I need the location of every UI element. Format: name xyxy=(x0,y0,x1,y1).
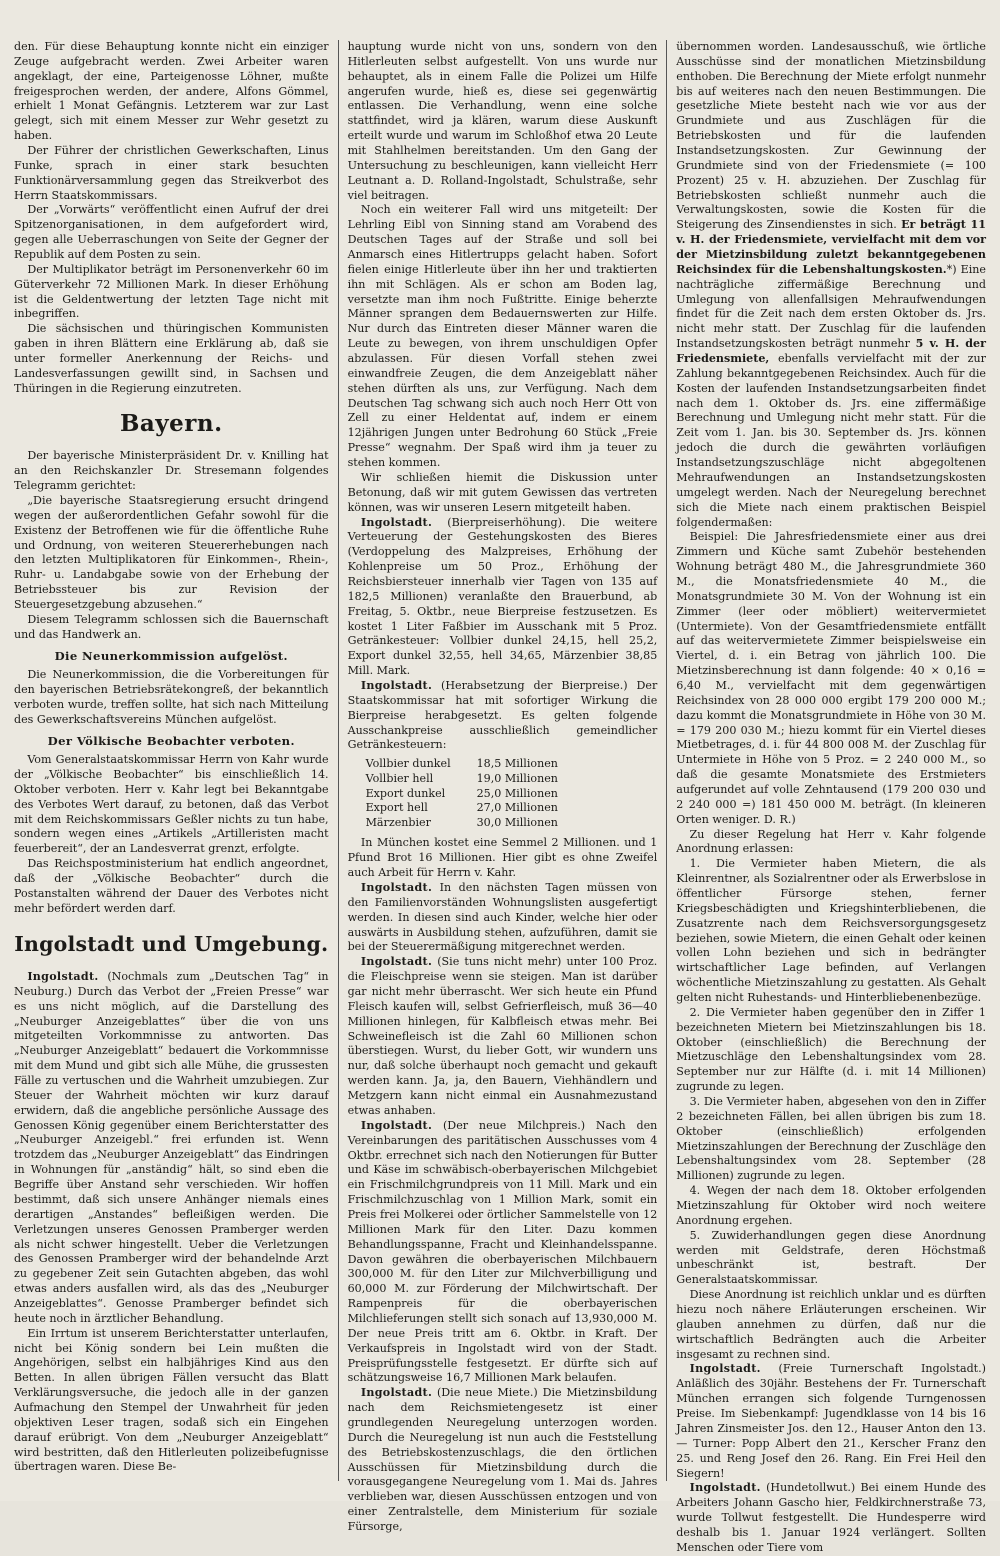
dateline: Ingolstadt. xyxy=(27,970,99,984)
paragraph xyxy=(676,1481,986,1555)
paragraph: „Die bayerische Staatsregierung ersucht dringend wegen der außerordentlichen Gefahr sowohl für die Existenz der Betroffenen wie für die öffentliche Ruhe und Ordnung, von weiteren Steuererhebungen nach den letzten Multiplikatoren für Einkommen-, Rhein-, Ruhr- u. Landabgabe sowie von der Erhebung der Betriebssteuer bis zur Revision der Steuergesetzgebung abzusehen.“ xyxy=(14,494,329,612)
paragraph: Die sächsischen und thüringischen Kommunisten gaben in ihren Blättern eine Erklärung ab, daß sie unter formeller Anerkennung der Reichs- und Landesverfassungen gewillt sind, in Sachsen und Thüringen in die Regierung einzutreten. xyxy=(14,322,329,395)
paragraph xyxy=(348,516,658,679)
paragraph-text: (Sie tuns nicht mehr) unter 100 Proz. die Fleischpreise wenn sie steigen. Man ist darüber gar nicht mehr überrascht. Wer sich heute ein Pfund Fleisch kaufen will, selbst Gefrierfleisch, muß 36—40 Millionen hinlegen, für Kalbfleisch etwas mehr. Bei Schweinefleisch ist die Zahl 60 Millionen schon überstiegen. Wurst, du lieber Gott, wir wundern uns nur, daß solche überhaupt noch gemacht und gekauft werden kann. Ja, ja, den Bauern, Viehhändlern und Metzgern kann nicht einmal ein Ausnahmezustand etwas anhaben. xyxy=(347,955,658,1117)
subheading: Der Völkische Beobachter verboten. xyxy=(47,733,295,748)
table-row xyxy=(366,757,558,772)
emphasis-text: Er beträgt 11 v. H. der Friedensmiete, vervielfacht mit dem vor der Mietzinsbildung zuletzt bekanntgegebenen Reichsindex für die Lebenshaltungskosten. xyxy=(676,218,986,276)
price-item: Vollbier hell xyxy=(365,771,434,785)
paragraph-text: übernommen worden. Landesausschuß, wie örtliche Ausschüsse sind der monatlichen Mietzinsbildung enthoben. Die Berechnung der Miete erfolgt nunmehr bis auf weiteres nach den neuen Bestimmungen. Die gesetzliche Miete besteht nach wie vor aus der Grundmiete und aus Zuschlägen für die Betriebskosten und für die laufenden Instandsetzungskosten. Zur Gewinnung der Grundmiete sind von der Friedensmiete (= 100 Prozent) 25 v. H. abzuziehen. Der Zuschlag für Betriebskosten schließt nunmehr auch die Verwaltungskosten, sowie die Kosten für die Steigerung des Zinsendienstes in sich. xyxy=(676,40,986,232)
column-1 xyxy=(14,40,338,1481)
paragraph xyxy=(348,1119,658,1386)
dateline: Ingolstadt. xyxy=(360,678,433,692)
paragraph xyxy=(14,970,329,1327)
column-layout xyxy=(14,40,986,1554)
price-item: Märzenbier xyxy=(365,815,431,829)
price-value: 19,0 Millionen xyxy=(476,771,558,785)
price-item: Export dunkel xyxy=(365,786,446,800)
paragraph-text: In den nächsten Tagen müssen von den Familienvorständen Wohnungslisten ausgefertigt werden. In diesen sind auch Kinder, welche hier oder auswärts in Ausbildung stehen, aufzuführen, damit sie bei der Steuerermäßigung mitgerechnet werden. xyxy=(347,881,658,954)
dateline: Ingolstadt. xyxy=(360,955,433,969)
section-heading-ingolstadt: Ingolstadt und Umgebung. xyxy=(14,931,329,956)
paragraph: den. Für diese Behauptung konnte nicht ein einziger Zeuge aufgebracht werden. Zwei Arbeiter waren angeklagt, der eine, Parteigenosse Löhner, mußte freigesprochen werden, der andere, Alfons Gömmel, erhielt 1 Monat Gefängnis. Letzterem war zur Last gelegt, sich mit einem Messer zur Wehr gesetzt zu haben. xyxy=(14,40,329,143)
paragraph-text: *) Eine nachträgliche ziffermäßige Berechnung und Umlegung von allenfallsigen Mehraufwendungen findet für die Zeit nach dem ersten Oktober ds. Jrs. nicht mehr statt. Der Zuschlag für die laufenden Instandsetzungskosten beträgt nunmehr xyxy=(676,262,986,351)
paragraph-text: (Nochmals zum „Deutschen Tag“ in Neuburg.) Durch das Verbot der „Freien Presse“ war es uns nicht möglich, auf die Darstellung des „Neuburger Anzeigeblattes“ über die von uns mitgeteilten Vorkommnisse zu antworten. Das „Neuburger Anzeigeblatt“ bedauert die Vorkommnisse mit dem Mund und gibt sich alle Mühe, die grussesten Fälle zu vertuschen und die Wahrheit umzubiegen. Zur Steuer der Wahrheit möchten wir kurz darauf erwidern, daß die angebliche persönliche Aussage des Genossen König gegenüber einem Berichterstatter des „Neuburger Anzeigebl.“ frei erfunden ist. Wenn trotzdem das „Neuburger Anzeigeblatt“ das Eindringen in Wohnungen für „anständig“ hält, so sind eben die Begriffe über Anstand sehr verschieden. Wir hoffen bestimmt, daß sich unsere Anhänger niemals eines derartigen „Anstandes“ befleißigen werden. Die Verletzungen unseres Genossen Pramberger werden als nicht schwer hingestellt. Ueber die Verletzungen des Genossen Pramberger wird der behandelnde Arzt zu gegebener Zeit sein Gutachten abgeben, das wohl etwas anders ausfallen wird, als das des „Neuburger Anzeigeblattes“. Genosse Pramberger befindet sich heute noch in ärztlicher Behandlung. xyxy=(14,970,329,1325)
paragraph xyxy=(348,881,658,955)
table-row xyxy=(366,801,558,816)
dateline: Ingolstadt. xyxy=(689,1481,761,1495)
dateline: Ingolstadt. xyxy=(689,1362,761,1376)
table-row xyxy=(366,772,558,787)
paragraph: Der Multiplikator beträgt im Personenverkehr 60 im Güterverkehr 72 Millionen Mark. In dieser Erhöhung ist die Geldentwertung der letzten Tage nicht mit inbegriffen. xyxy=(14,262,329,321)
subheading: Die Neunerkommission aufgelöst. xyxy=(54,648,288,663)
paragraph: Zu dieser Regelung hat Herr v. Kahr folgende Anordnung erlassen: xyxy=(676,827,986,856)
paragraph xyxy=(348,679,658,753)
paragraph: 1. Die Vermieter haben Mietern, die als Kleinrentner, als Sozialrentner oder als Erwerbslose in öffentlicher Fürsorge stehen, ferner Kriegsbeschädigten und Kriegshinterbliebenen, die Zusatzrente nach dem Reichsversorgungsgesetz beziehen, sowie Mietern, die einen Gehalt oder keinen vollen Lohn beziehen und sich in bedrängter wirtschaftlicher Lage befinden, auf Verlangen wöchentliche Mietzinszahlung zu gestatten. Als Gehalt gelten nicht Ruhestands- und Hinterbliebenenbezüge. xyxy=(676,857,986,1004)
paragraph xyxy=(348,955,658,1118)
paragraph: Vom Generalstaatskommissar Herrn von Kahr wurde der „Völkische Beobachter“ bis einschließlich 14. Oktober verboten. Herr v. Kahr legt bei Bekanntgabe des Verbotes Wert darauf, zu betonen, daß das Verbot mit dem Reichskommissars Geßler nichts zu tun habe, sondern wegen eines „Artikels „Artilleristen macht feuerbereit“, der an Landesverrat grenzt, erfolgte. xyxy=(14,753,329,856)
table-row xyxy=(366,787,558,802)
paragraph: Der Führer der christlichen Gewerkschaften, Linus Funke, sprach in einer stark besuchten Funktionärversammlung gegen das Streikverbot des Herrn Staatskommissars. xyxy=(14,144,329,202)
paragraph: Das Reichspostministerium hat endlich angeordnet, daß der „Völkische Beobachter“ durch die Postanstalten während der Dauer des Verbotes nicht mehr befördert werden darf. xyxy=(14,857,329,915)
section-heading-bayern: Bayern. xyxy=(119,409,223,437)
price-value: 27,0 Millionen xyxy=(476,801,558,815)
paragraph: 3. Die Vermieter haben, abgesehen von den in Ziffer 2 bezeichneten Fällen, bei allen übrigen bis zum 18. Oktober (einschließlich) erfolgenden Mietzinszahlungen der Berechnung der Zuschläge den Lebenshaltungsindex vom 28. September (28 Millionen) zugrunde zu legen. xyxy=(676,1095,986,1183)
dateline: Ingolstadt. xyxy=(360,881,433,895)
dateline: Ingolstadt. xyxy=(360,1118,433,1132)
paragraph-text: (Bierpreiserhöhung). Die weitere Verteuerung der Gestehungskosten des Bieres (Verdoppelung des Malzpreises, Erhöhung der Kohlenpreise um 50 Proz., Erhöhung der Reichsbiersteuer innerhalb vier Tagen von 135 auf 182,5 Millionen) veranlaßte den Brauerbund, ab Freitag, 5. Oktbr., neue Bierpreise festzusetzen. Es kostet 1 Liter Faßbier im Ausschank mit 5 Proz. Getränkesteuer: Vollbier dunkel 24,15, hell 25,2, Export dunkel 32,55, hell 34,65, Märzenbier 38,85 Mill. Mark. xyxy=(347,515,658,678)
paragraph-text: (Hundetollwut.) Bei einem Hunde des Arbeiters Johann Gascho hier, Feldkirchnerstraße 73, wurde Tollwut festgestellt. Die Hundesperre wird deshalb bis 1. Januar 1924 verlängert. Sollten Menschen oder Tiere vom xyxy=(676,1481,986,1554)
paragraph-text: (Freie Turnerschaft Ingolstadt.) Anläßlich des 30jähr. Bestehens der Fr. Turnerschaft München errangen sich folgende Turngenossen Preise. Im Siebenkampf: Jugendklasse von 14 bis 16 Jahren Zinsmeister Jos. den 12., Hauser Anton den 13. — Turner: Popp Albert den 21., Kerscher Franz den 25. und Reng Josef den 26. Rang. Ein Frei Heil den Siegern! xyxy=(676,1362,986,1480)
paragraph: Diesem Telegramm schlossen sich die Bauernschaft und das Handwerk an. xyxy=(14,612,329,641)
paragraph: Ein Irrtum ist unserem Berichterstatter unterlaufen, nicht bei König sondern bei Lein mußten die Angehörigen, selbst ein halbjähriges Kind aus den Betten. In allen übrigen Fällen versucht das Blatt Verklärungsversuche, die jedoch alle in der ganzen Aufmachung den Stempel der Unwahrheit für jeden objektiven Leser tragen, sodaß sich ein Eingehen darauf erübrigt. Von dem „Neuburger Anzeigeblatt“ wird bestritten, daß den Hitlerleuten polizeibefugnisse übertragen waren. Diese Be- xyxy=(14,1326,329,1474)
paragraph-text: (Herabsetzung der Bierpreise.) Der Staatskommissar hat mit sofortiger Wirkung die Bierpreise herabgesetzt. Es gelten folgende Ausschankpreise ausschließlich gemeindlicher Getränkesteuern: xyxy=(347,678,658,752)
beer-price-table xyxy=(366,757,558,830)
dateline: Ingolstadt. xyxy=(360,515,433,529)
paragraph: Noch ein weiterer Fall wird uns mitgeteilt: Der Lehrling Eibl von Sinning stand am Vorabend des Deutschen Tages auf der Straße und soll bei Anmarsch eines Hitlertrupps gelacht haben. Sofort fielen einige Hitlerleute über ihn her und traktierten ihn mit Schlägen. Als er schon am Boden lag, versetzte man ihm noch Fußtritte. Einige beherzte Männer sprangen dem Bedauernswerten zur Hilfe. Nur durch das Eintreten dieser Männer waren die Leute zu bewegen, von ihrem unschuldigen Opfer abzulassen. Für diesen Vorfall stehen zwei einwandfreie Zeugen, die dem Anzeigeblatt näher stehen dürften als uns, zur Verfügung. Nach dem Deutschen Tag schwang sich auch noch Herr Ott von Zell zu einer Heldentat auf, indem er einem 12jährigen Jungen unter Bedrohung 60 Stück „Freie Presse“ wegnahm. Der Spaß wird ihm ja teuer zu stehen kommen. xyxy=(347,203,658,470)
price-item: Vollbier dunkel xyxy=(365,757,451,771)
paragraph-text: ebenfalls vervielfacht mit der zur Zahlung bekanntgegebenen Reichsindex. Auch für die Kosten der laufenden Instandsetzungsarbeiten findet nach dem 1. Oktober ds. Jrs. eine ziffermäßige Berechnung und Umlegung nicht mehr statt. Für die Zeit vom 1. Jan. bis 30. September ds. Jrs. können jedoch die durch die gewährten vorläufigen Instandsetzungszuschläge nicht abgegoltenen Mehraufwendungen an Instandsetzungskosten umgelegt werden. Nach der Neuregelung berechnet sich die Miete nach einem praktischen Beispiel folgendermaßen: xyxy=(676,352,986,529)
table-row xyxy=(366,816,558,831)
paragraph-text: (Der neue Milchpreis.) Nach den Vereinbarungen des paritätischen Ausschusses vom 4 Oktbr. errechnet sich nach den Notierungen für Butter und Käse im schwäbisch-oberbayerischen Milchgebiet ein Frischmilchgrundpreis von 11 Mill. Mark und ein Frischmilchzuschlag von 1 Million Mark, somit ein Preis frei Molkerei oder örtlicher Sammelstelle von 12 Millionen Mark für den Liter. Dazu kommen Behandlungsspanne, Fracht und Kleinhandelsspanne. Davon gewähren die oberbayerischen Milchbauern 300,000 M. für den Liter zur Milchverbilligung und 60,000 M. zur Förderung der Milchwirtschaft. Der Rampenpreis für die oberbayerischen Milchlieferungen stellt sich sonach auf 13,930,000 M. Der neue Preis tritt am 6. Oktbr. in Kraft. Der Verkaufspreis in Ingolstadt wird von der Stadt. Preisprüfungsstelle festgesetzt. Er dürfte sich auf schätzungsweise 16,7 Millionen Mark belaufen. xyxy=(347,1118,658,1385)
paragraph xyxy=(348,1386,658,1535)
price-item: Export hell xyxy=(365,801,428,815)
paragraph: Der bayerische Ministerpräsident Dr. v. Knilling hat an den Reichskanzler Dr. Stresemann folgendes Telegramm gerichtet: xyxy=(14,449,329,493)
paragraph: In München kostet eine Semmel 2 Millionen. und 1 Pfund Brot 16 Millionen. Hier gibt es ohne Zweifel auch Arbeit für Herrn v. Kahr. xyxy=(347,836,658,880)
paragraph: Der „Vorwärts“ veröffentlicht einen Aufruf der drei Spitzenorganisationen, in dem aufgefordert wird, gegen alle Ueberraschungen von Seite der Gegner der Republik auf dem Posten zu sein. xyxy=(14,203,329,262)
paragraph: 5. Zuwiderhandlungen gegen diese Anordnung werden mit Geldstrafe, deren Höchstmaß unbeschränkt ist, bestraft. Der Generalstaatskommissar. xyxy=(676,1228,986,1287)
paragraph: Beispiel: Die Jahresfriedensmiete einer aus drei Zimmern und Küche samt Zubehör bestehenden Wohnung beträgt 480 M., die Jahresgrundmiete 360 M., die Monatsfriedensmiete 40 M., die Monatsgrundmiete 30 M. Von der Wohnung ist ein Zimmer (leer oder möbliert) weitervermietet (Untermiete). Von der Gesamtfriedensmiete entfällt auf das weitervermietete Zimmer beispielsweise ein Viertel, d. i. ein Betrag von jährlich 100. Die Mietzinsberechnung ist dann folgende: 40 × 0,16 = 6,40 M., vervielfacht mit dem gegenwärtigen Reichsindex von 28 000 000 ergibt 179 200 000 M.; dazu kommt die Monatsgrundmiete in Höhe von 30 M. = 179 200 030 M.; hiezu kommt für ein Viertel dieses Mietbetrages, d. i. für 44 800 008 M. der Zuschlag für Untermiete in Höhe von 5 Proz. = 2 240 000 M., so daß die gesamte Monatsmiete des Erstmieters aufgerundet auf volle Zehntausend (179 200 030 und 2 240 000 =) 181 450 000 M. beträgt. (In kleineren Orten weniger. D. R.) xyxy=(676,530,986,826)
emphasis-text: 5 v. H. der Friedensmiete, xyxy=(676,337,986,366)
paragraph xyxy=(676,1362,986,1481)
price-value: 18,5 Millionen xyxy=(476,757,558,771)
paragraph-text: (Die neue Miete.) Die Mietzinsbildung nach dem Reichsmietengesetz ist einer grundlegenden Neuregelung unterzogen worden. Durch die Neuregelung ist nun auch die Feststellung des Betriebskostenzuschlags, die den örtlichen Ausschüssen für Mietzinsbildung durch die vorausgegangene Neuregelung vom 1. Mai ds. Jahres verblieben war, diesen Ausschüssen entzogen und von einer Zentralstelle, dem Ministerium für soziale Fürsorge, xyxy=(347,1386,658,1533)
dateline: Ingolstadt. xyxy=(360,1386,433,1400)
paragraph: Diese Anordnung ist reichlich unklar und es dürften hiezu noch nähere Erläuterungen erscheinen. Wir glauben annehmen zu dürfen, daß nur die wirtschaftlich Bedrängten auch die Arbeiter insgesamt zu rechnen sind. xyxy=(676,1288,986,1361)
column-3 xyxy=(667,40,986,1554)
paragraph: 4. Wegen der nach dem 18. Oktober erfolgenden Mietzinszahlung für Oktober wird noch weitere Anordnung ergehen. xyxy=(676,1184,986,1227)
paragraph: 2. Die Vermieter haben gegenüber den in Ziffer 1 bezeichneten Mietern bei Mietzinszahlungen bis 18. Oktober (einschließlich) die Berechnung der Mietzuschläge den Lebenshaltungsindex vom 28. September nur zur Hälfte (d. i. mit 14 Millionen) zugrunde zu legen. xyxy=(676,1005,986,1094)
paragraph: Wir schließen hiemit die Diskussion unter Betonung, daß wir mit gutem Gewissen das vertreten können, was wir unseren Lesern mitgeteilt haben. xyxy=(347,470,658,514)
price-value: 25,0 Millionen xyxy=(476,786,558,800)
paragraph xyxy=(676,40,986,530)
paragraph: hauptung wurde nicht von uns, sondern von den Hitlerleuten selbst aufgestellt. Von uns wurde nur behauptet, als in einem Falle die Polizei um Hilfe angerufen wurde, hieß es, diese sei gegenwärtig entlassen. Die Verhandlung, wenn eine solche stattfindet, wird ja klären, warum diese Auskunft erteilt wurde und warum im Schloßhof etwa 20 Leute mit Stahlhelmen bereitstanden. Um den Gang der Untersuchung zu beschleunigen, kann vielleicht Herr Leutnant a. D. Rolland-Ingolstadt, Schulstraße, sehr viel beitragen. xyxy=(347,40,658,202)
column-2 xyxy=(338,40,668,1533)
paragraph: Die Neunerkommission, die die Vorbereitungen für den bayerischen Betriebsrätekongreß, der bekanntlich verboten wurde, treffen sollte, hat sich nach Mitteilung des Gewerkschaftsvereins München aufgelöst. xyxy=(14,668,329,726)
price-value: 30,0 Millionen xyxy=(476,815,558,829)
